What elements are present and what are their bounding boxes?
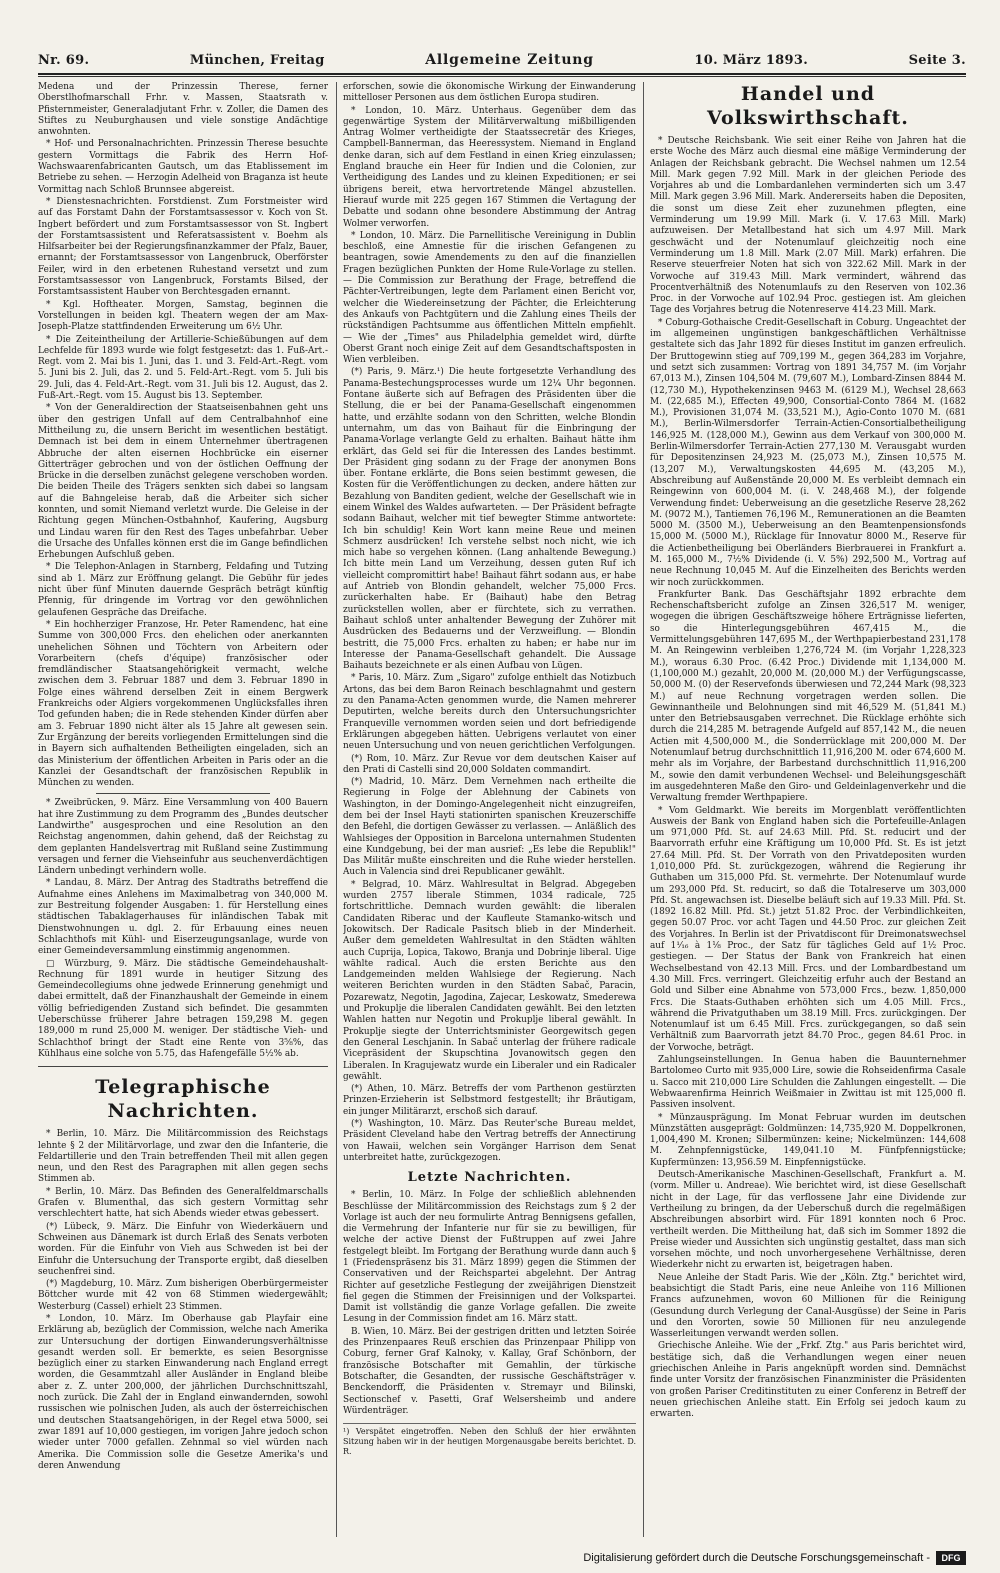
article-paragraph: (*) Athen, 10. März. Betreffs der vom Parthenon gestürzten Prinzen-Erzieherin ist Selbstmord festgestellt; ihr Bräutigam, ein junger Militärarzt, erschoß sich darauf. [343, 1084, 636, 1117]
article-paragraph: Medena und der Prinzessin Therese, ferner Oberstlhofmarschall Frhr. v. Massen, Staatsrath v. Pfisternmeister, Generaladjutant Frhr. v. Zoller, die Damen des Stiftes zu Neuburghausen und viele sonstige Andächtige anwohnten. [38, 82, 328, 138]
masthead-rule [38, 73, 966, 75]
dfg-logo-icon: DFG [936, 1551, 966, 1565]
article-paragraph: (*) Magdeburg, 10. März. Zum bisherigen Oberbürgermeister Böttcher wurde mit 42 von 68 Stimmen wiedergewählt; Westerburg (Cassel) erhielt 23 Stimmen. [38, 1279, 328, 1312]
article-paragraph: B. Wien, 10. März. Bei der gestrigen dritten und letzten Soirée des Prinzenpaares Reuß erschien das Prinzenpaar Philipp von Coburg, ferner Graf Kalnoky, v. Kallay, Graf Schönborn, der französische Botschafter mit Gemahlin, der türkische Botschafter, die Gesandten, der russische Geschäftsträger v. Benckendorff, die Präsidenten v. Stremayr und Bilinski, Sectionschef v. Pasetti, Graf Welsersheimb und andere Würdenträger. [343, 1326, 636, 1416]
article-paragraph: □ Würzburg, 9. März. Die städtische Gemeindehaushalt-Rechnung für 1891 wurde in heutiger Sitzung des Gemeindecollegiums ohne jedwede Erinnerung genehmigt und dabei ermittelt, daß der Finanzhaushalt der Gemeinde in einem völlig befriedigenden Zustand sich befindet. Die gesammten Ueberschüsse früherer Jahre betragen 159,298 M. gegen 189,000 m rund 25,000 M. weniger. Der städtische Vieh- und Schlachthof bringt der Stadt eine Rente von 3⅝%, das Kühlhaus eine solche von 5.75, das Hafengefälle 5½% ab. [38, 958, 328, 1059]
section-heading-telegraphic: Telegraphische Nachrichten. [95, 1076, 271, 1123]
article-paragraph: Griechische Anleihe. Wie der „Frkf. Ztg." aus Paris berichtet wird, bestätige sich, daß die Verhandlungen wegen einer neuen griechischen Anleihe in Paris angeknüpft worden sind. Demnächst finde unter Vorsitz der französischen Finanzminister die Präsidenten von großen Pariser Creditinstituten zu einer Conferenz in Betreff der neuen griechischen Anleihe statt. Ein Erfolg sei jedoch kaum zu erwarten. [650, 1341, 966, 1420]
article-paragraph: * Zweibrücken, 9. März. Eine Versammlung von 400 Bauern hat ihre Zustimmung zu dem Programm des „Bundes deutscher Landwirthe" ausgesprochen und eine Resolution an den Reichstag angenommen, dahin gehend, daß der Reichstag zu dem geplanten Handelsvertrag mit Rußland seine Zustimmung versagen und ferner die Viehseinfuhr aus seuchenverdächtigen Ländern unbedingt verhindern wolle. [38, 798, 328, 877]
article-paragraph: * London, 10. März. Im Oberhause gab Playfair eine Erklärung ab, bezüglich der Commission, welche nach Amerika zur Untersuchung der dortigen Einwanderungsverhältnisse gesandt werden soll. Er bemerkte, es seien Besorgnisse bezüglich einer zu starken Einwanderung nach England erregt worden, die Gesammtzahl aller Ausländer in England bleibe aber z. Z. unter 200,000, der jährlichen Durchschnittszahl, noch zurück. Die Zahl der in England einwandernden, sowohl russischen wie polnischen Juden, als auch der österreichischen und deutschen Staatsangehörigen, in der Regel etwa 5000, sei zwar 1891 auf 10,000 gestiegen, im vorigen Jahre jedoch schon wieder unter 7000 gefallen. Zehnmal so viel würden nach Amerika. Die Commission solle die Gesetze Amerika's und deren Anwendung [38, 1313, 328, 1471]
credit-text: Digitalisierung gefördert durch die Deutsche Forschungsgemeinschaft - [583, 1552, 930, 1564]
article-paragraph: * Von der Generaldirection der Staatseisenbahnen geht uns über den gestrigen Unfall auf dem Centralbahnhof eine Mittheilung zu, die unsern Bericht im wesentlichen bestätigt. Demnach ist bei dem in einem Unternehmer übertragenen Abbruche der alten eisernen Hochbrücke ein eiserner Gitterträger gebrochen und von der östlichen Oeffnung der Brücke in die derselben zunächst gelegene verschoben worden. Die beiden Theile des Trägers senkten sich dabei so langsam auf die Bahngeleise herab, daß die Arbeiter sich sicher konnten, und somit Niemand verletzt wurde. Die Geleise in der Richtung gegen München-Ostbahnhof, Kaufering, Augsburg und Lindau waren für den Rest des Tages unbefahrbar. Ueber die Ursache des Unfalles können erst die im Gange befindlichen Erhebungen Aufschluß geben. [38, 403, 328, 561]
article-paragraph: * Kgl. Hoftheater. Morgen, Samstag, beginnen die Vorstellungen in beiden kgl. Theatern wegen der am Max-Joseph-Platze stattfindenden Erweiterung um 6½ Uhr. [38, 299, 328, 333]
article-paragraph: erforschen, sowie die ökonomische Wirkung der Einwanderung mittelloser Personen aus dem östlichen Europa studiren. [343, 82, 636, 104]
article-paragraph: Frankfurter Bank. Das Geschäftsjahr 1892 erbrachte dem Rechenschaftsbericht zufolge an Zinsen 326,517 M. weniger, wogegen die übrigen Geschäftszweige höhere Erträgnisse lieferten, so die Hinterlegungsgebühren 467,415 M., die Vermittelungsgebühren 147,695 M., der Werthpapierbestand 231,178 M. An Reingewinn verbleiben 1,276,724 M. (im Vorjahr 1,228,323 M.), woraus 6.30 Proc. (6.42 Proc.) Dividende mit 1,134,000 M. (1,100,000 M.) gezahlt, 20,000 M. (20,000 M.) der Verfügungscasse, 50,000 M. (0) der Reservefonds überwiesen und 72,244 Mark (98,323 M.) auf neue Rechnung vorgetragen werden sollen. Die Gewinnantheile und Belohnungen sind mit 46,529 M. (51,841 M.) unter den Betriebsausgaben verrechnet. Die Rücklage erhöhte sich durch die 214,285 M. betragende Aufgeld auf 857,142 M., die neuen Actien mit 4,500,000 M., die Sonderrücklage mit 200,000 M. Der Notenumlauf betrug durchschnittlich 11,916,200 M. oder 674,600 M. mehr als im Vorjahre, der Barbestand durchschnittlich 11,916,200 M., sowie den damit verbundenen Wechsel- und Beleihungsgeschäft im ausgedehnteren Maße den Giro- und Geldeinlagenverkehr und die Verwaltung fremder Werthpapiere. [650, 589, 966, 804]
section-heading-latest: Letzte Nachrichten. [407, 1170, 572, 1186]
article-paragraph: * Deutsche Reichsbank. Wie seit einer Reihe von Jahren hat die erste Woche des März auch diesmal eine mäßige Verminderung der Anlagen der Reichsbank gebracht. Die Wechsel nahmen um 12.54 Mill. Mark gegen 7.92 Mill. Mark in der gleichen Periode des Vorjahres ab und die Lombardanlehen verminderten sich um 3.47 Mill. Mark gegen 3.96 Mill. Mark. Andererseits haben die Depositen, die sonst um diese Zeit eher zuzunehmen pflegten, eine Verminderung um 19.99 Mill. Mark (i. V. 17.63 Mill. Mark) aufzuweisen. Der Metallbestand hat sich um 4.97 Mill. Mark geschwächt und der Notenumlauf gleichzeitig noch eine Verminderung um 1.8 Mill. Mark (2.07 Mill. Mark) erfahren. Die Reserve steuerfreier Noten hat sich von 322.62 Mill. Mark in der Vorwoche auf 319.43 Mill. Mark vermindert, während das Procentverhältniß des Notenumlaufs zu den Reserven von 102.36 Proc. in der Vorwoche auf 102.94 Proc. gestiegen ist. Am gleichen Tage des Vorjahres betrug die Notenreserve 414.23 Mill. Mark. [650, 136, 966, 316]
article-paragraph: * Berlin, 10. März. Die Militärcommission des Reichstags lehnte § 2 der Militärvorlage, und zwar den die Infanterie, die Feldartillerie und den Train betreffenden Theil mit allen gegen neun, und den Rest des Paragraphen mit allen gegen sechs Stimmen ab. [38, 1129, 328, 1185]
column-1 [38, 82, 328, 1543]
article-paragraph: * Hof- und Personalnachrichten. Prinzessin Therese besuchte gestern Vormittags die Fabrik des Herrn Hof-Wachswaarenfabricanten Gautsch, um das Etablissement im Betriebe zu sehen. — Herzogin Adelheid von Braganza ist heute Vormittag nach Schloß Brunnsee abgereist. [38, 139, 328, 195]
article-paragraph: * Belgrad, 10. März. Wahlresultat in Belgrad. Abgegeben wurden 2757 liberale Stimmen, 1034 radicale, 725 fortschrittliche. Demnach wurden gewählt: die liberalen Candidaten Riberac und der Kaufleute Stamanko-witsch und Jokowitsch. Der Radicale Pasitsch blieb in der Minderheit. Außer dem gemeldeten Wahlresultat in den Städten wählten auch Cuprija, Lopica, Takowo, Branja und Dobrinje liberal. Uige wählte radical. Auch die ersten Berichte aus den Landgemeinden melden Wahlsiege der Regierung. Nach weiteren Berichten wurden in den Städten Sabač, Paracin, Pozarewatz, Negotin, Jagodina, Zajecar, Leskowatz, Smederewa und Prokuplje die liberalen Candidaten gewählt. Bei den letzten Wahlen hatten nur Negotin und Prokuplje liberal gewählt. In Prokuplje siegte der Unterrichtsminister Georgewitsch gegen den General Leschjanin. In Sabač unterlag der frühere radicale Vicepräsident der Skupschtina Jovanowitsch gegen den Liberalen. In Kragujewatz wurde ein Liberaler und ein Radicaler gewählt. [343, 879, 636, 1082]
column-divider [336, 82, 337, 1537]
article-paragraph: (*) Washington, 10. März. Das Reuter'sche Bureau meldet, Präsident Cleveland habe den Vertrag betreffs der Annectirung von Hawaii, welchen sein Vorgänger Harrison dem Senat unterbreitet hatte, zurückgezogen. [343, 1119, 636, 1163]
column-3 [650, 82, 966, 1543]
article-paragraph: Zahlungseinstellungen. In Genua haben die Bauunternehmer Bartolomeo Curto mit 935,000 Lire, sowie die Rohseidenfirma Casale u. Sacco mit 210,000 Lire Schulden die Zahlungen eingestellt. — Die Webwaarenfirma Heinrich Weißmaier in Zwittau ist mit 125,000 fl. Passiven insolvent. [650, 1055, 966, 1111]
newspaper-title: Allgemeine Zeitung [425, 52, 594, 68]
article-paragraph: (*) Madrid, 10. März. Dem Vernehmen nach ertheilte die Regierung in Folge der Ablehnung der Cabinets von Washington, in der Domingo-Angelegenheit nicht einzugreifen, dem bei der Insel Hayti stationirten spanischen Kreuzerschiffe den Befehl, die dortigen Gewässer zu verlassen. — Anläßlich des Wahlsieges der Opposition in Barcelona unternahmen Studenten eine Kundgebung, bei der man ausrief: „Es lebe die Republik!" Das Militär mußte einschreiten und die Ruhe wieder herstellen. Auch in Valencia sind drei Republicaner gewählt. [343, 777, 636, 878]
issue-date: 10. März 1893. [694, 53, 809, 68]
article-paragraph: * Die Telephon-Anlagen in Starnberg, Feldafing und Tutzing sind ab 1. März zur Eröffnung gelangt. Die Gebühr für jedes nicht über fünf Minuten dauernde Gespräch beträgt künftig Pfennig, für dringende im Vortrag vor den gewöhnlichen gelaufenen Gespräche das Dreifache. [38, 562, 328, 618]
article-paragraph: * London, 10. März. Unterhaus. Gegenüber dem das gegenwärtige System der Militärverwaltung mißbilligenden Antrag Wolmer vertheidigte der Staatssecretär des Krieges, Campbell-Bannerman, das Heeressystem. Niemand in England denke daran, sich auf dem Festland in einen Krieg einzulassen; England brauche ein Heer für Indien und die Colonien, zur Vertheidigung des Landes und zu kleinen Expeditionen; er sei übrigens bereit, etwa hervortretende Mängel abzustellen. Hierauf wurde mit 225 gegen 167 Stimmen die Vertagung der Debatte und sodann ohne besondere Abstimmung der Antrag Wolmer verworfen. [343, 105, 636, 229]
article-paragraph: * Münzausprägung. Im Monat Februar wurden im deutschen Münzstätten ausgeprägt: Goldmünzen: 14,735,920 M. Doppelkronen, 1,004,490 M. Kronen; Silbermünzen: keine; Nickelmünzen: 144,608 M. Zehnpfennigstücke, 149,041.10 M. Fünfpfennigstücke; Kupfermünzen: 13,956.59 M. Einpfennigstücke. [650, 1112, 966, 1168]
article-paragraph: * Berlin, 10. März. In Folge der schließlich ablehnenden Beschlüsse der Militärcommission des Reichstags zum § 2 der Vorlage ist auch der neu formulirte Antrag Bennigsens gefallen, die Vermehrung der Infanterie nur für sie zu bewilligen, für welche der active Dienst der Fußtruppen auf zwei Jahre festgelegt bleibt. Im Fortgang der Berathung wurde dann auch § 1 (Friedenspräsenz bis 31. März 1899) gegen die Stimmen der Conservativen und der Reichspartei abgelehnt. Der Antrag Richter auf gesetzliche Festlegung der zweijährigen Dienstzeit fiel gegen die Stimmen der Freisinnigen und der Volkspartei. Damit ist vollständig die ganze Vorlage gefallen. Die zweite Lesung in der Commission findet am 16. März statt. [343, 1190, 636, 1325]
section-divider [38, 1066, 328, 1067]
footnote: ¹) Verspätet eingetroffen. Neben den Schluß der hier erwähnten Sitzung haben wir in der heutigen Morgenausgabe bereits berichtet. D. R. [343, 1423, 636, 1457]
column-divider [643, 82, 644, 1537]
article-paragraph: (*) Paris, 9. März.¹) Die heute fortgesetzte Verhandlung des Panama-Bestechungsprocesses wurde um 12¼ Uhr begonnen. Fontane äußerte sich auf Befragen des Präsidenten über die Stellung, die er bei der Panama-Gesellschaft eingenommen hatte, und erzählte sodann von den Schritten, welche Blondin unternahm, um das von Baihaut für die Einbringung der Panama-Vorlage verlangte Geld zu erhalten. Baihaut hätte ihm erklärt, das Geld sei für die Interessen des Landes bestimmt. Der Präsident ging sodann zu der Frage der anonymen Bons über. Fontane erklärte, die Bons seien bestimmt gewesen, die Kosten für die Veröffentlichungen zu decken, andere hätten zur Bezahlung von Banditen gedient, welche der Gesellschaft wie in einem Winkel des Waldes aufwarteten. — Der Präsident befragte sodann Baihaut, welcher mit tief bewegter Stimme antwortete: Ich bin schuldig! Kein Wort kann meine Reue und meinen Schmerz ausdrücken! Ich verstehe selbst noch nicht, wie ich mich habe so vergehen können. (Lang anhaltende Bewegung.) Ich bitte mein Land um Verzeihung, dessen guten Ruf ich vielleicht compromittirt habe! Baihaut fährt sodann aus, er habe auf Antrieb von Blondin gehandelt, welcher 75,000 Frcs. zurückerhalten habe. Er (Baihaut) habe den Betrag zurückstellen wollen, aber er fürchtete, sich zu verrathen. Baihaut schloß unter anhaltender Bewegung der Zuhörer mit Ausdrücken des Bedauerns und der Verzweiflung. — Blondin bestritt, die 75,000 Frcs. erhalten zu haben; er habe nur im Interesse der Panama-Gesellschaft gehandelt. Die Aussage Baihauts bezeichnete er als einen Aufbau von Lügen. [343, 367, 636, 672]
article-paragraph: * Dienstesnachrichten. Forstdienst. Zum Forstmeister wird auf das Forstamt Dahn der Forstamtsassessor v. Koch von St. Ingbert befördert und zum Forstamtsassessor von St. Ingbert der Forstamtsassistent und Referatsassistent v. Boehm als Hilfsarbeiter bei der Regierungsfinanzkammer der Pfalz, Bauer, ernannt; der Forstamtsassessor von Langenbruck, Oberförster Feiler, wird in den erbetenen Ruhestand versetzt und zum Forstamtsassessor von Langenbruck, Forstamts Bilsed, der Forstamtsassistent Hauber von Berchtesgaden ernannt. [38, 196, 328, 298]
article-paragraph: Neue Anleihe der Stadt Paris. Wie der „Köln. Ztg." berichtet wird, beabsichtigt die Stadt Paris, eine neue Anleihe von 116 Millionen Francs aufzunehmen, wovon 60 Millionen für die Reinigung (Gesundung durch Verlegung der Canal-Ausgüsse) der Seine in Paris und den Vororten, sowie 50 Millionen für neu anzulegende Wasserleitungen verwandt werden sollen. [650, 1272, 966, 1340]
issue-number: Nr. 69. [38, 53, 90, 68]
article-paragraph: * Vom Geldmarkt. Wie bereits im Morgenblatt veröffentlichten Ausweis der Bank von England haben sich die Portefeuille-Anlagen um 971,000 Pfd. St. auf 24.63 Mill. Pfd. St. reducirt und der Baarvorrath erfuhr eine Kräftigung um 10,000 Pfd. St. Es ist jetzt 27.64 Mill. Pfd. St. Der Vorrath von den Privatdepositen wurden 1,010,000 Pfd. St. zurückgezogen, während die Regierung ihr Guthaben um 315,000 Pfd. St. vermehrte. Der Notenumlauf wurde um 293,000 Pfd. St. reducirt, so daß die Totalreserve um 303,000 Pfd. St. angewachsen ist. Dieselbe beläuft sich auf 19.33 Mill. Pfd. St. (1892 16.82 Mill. Pfd. St.) jetzt 51.82 Proc. der Verbindlichkeiten, gegen 50.07 Proc. vor acht Tagen und 44.50 Proc. zur gleichen Zeit des Vorjahres. In Berlin ist der Privatdiscont für Dreimonatswechsel auf 1¹⁄₁₆ à 1⅛ Proc., der Satz für tägliches Geld auf 1½ Proc. gestiegen. — Der Status der Bank von Frankreich hat einen Wechselbestand von 42.13 Mill. Frcs. und der Lombardbestand um 4.30 Mill. Frcs. verringert. Gleichzeitig erfuhr auch der Bestand an Gold und Silber eine Abnahme von 573,000 Frcs., bezw. 1,850,000 Frcs. Die Staats-Guthaben erhöhten sich um 4.05 Mill. Frcs., während die Privatguthaben um 38.19 Mill. Frcs. zurückgingen. Der Notenumlauf ist um 6.45 Mill. Frcs. zurückgegangen, so daß sein Verhältniß zum Baarvorrath jetzt 84.70 Proc., gegen 84.61 Proc. in der Vorwoche, beträgt. [650, 805, 966, 1053]
page-number: Seite 3. [908, 53, 966, 68]
digitization-credit [583, 1549, 966, 1567]
column-2 [343, 82, 636, 1543]
section-heading-commerce: Handel und Volkswirthschaft. [707, 83, 909, 129]
place-day: München, Freitag [189, 53, 325, 68]
article-paragraph: (*) Lübeck, 9. März. Die Einfuhr von Wiederkäuern und Schweinen aus Dänemark ist durch Erlaß des Senats verboten worden. Für die Einfuhr von Vieh aus Schweden ist bei der Einfuhr die Untersuchung der Transporte ergibt, daß dieselben seuchenfrei sind. [38, 1221, 328, 1277]
article-paragraph: * Coburg-Gothaische Credit-Gesellschaft in Coburg. Ungeachtet der im allgemeinen ungünstigen bankgeschäftlichen Verhältnisse gestaltete sich das Jahr 1892 für dieses Institut im ganzen erfreulich. Der Bruttogewinn stieg auf 709,199 M., gegen 364,283 im Vorjahre, und setzt sich zusammen: Vortrag von 1891 34,757 M. (im Vorjahr 67,013 M.), Zinsen 104,504 M. (79,607 M.), Lombard-Zinsen 8844 M. (12,730 M.), Hypothekenzinsen 9463 M. (6129 M.), Wechsel 28,663 M. (22,685 M.), Effecten 49,900, Consortial-Conto 7864 M. (1682 M.), Provisionen 31,074 M. (33,521 M.), Agio-Conto 1070 M. (681 M.), Berlin-Wilmersdorfer Terrain-Actien-Consortialbetheiligung 146,925 M. (128,000 M.), Gewinn aus dem Verkauf von 300,000 M. Berlin-Wilmersdorfer Terrain-Actien 277,130 M. Verausgabt wurden für Depositenzinsen 24,923 M. (25,073 M.), Zinsen 10,575 M. (13,207 M.), Verwaltungskosten 44,695 M. (43,205 M.), Abschreibung auf Außenstände 20,000 M. Es verbleibt demnach ein Reingewinn von 600,004 M. (i. V. 248,468 M.), der folgende Verwendung findet: Ueberweisung an die gesetzliche Reserve 28,262 M. (9072 M.), Tantiemen 76,196 M., Remunerationen an die Beamten 5000 M. (3500 M.), Ueberweisung an den Beamtenpensionsfonds 15,000 M. (5000 M.), Rücklage für Innovatur 8000 M., Reserve für die Actienbetheiligung bei Oberländers Bierbrauerei in Frankfurt a. M. 165,000 M., 7½% Dividende (i. V. 5%) 292,500 M., Vortrag auf neue Rechnung 10,045 M. Auf die Einzelheiten des Berichts werden wir noch zurückkommen. [650, 317, 966, 588]
article-paragraph: * Paris, 10. März. Zum „Sigaro" zufolge enthielt das Notizbuch Artons, das bei dem Baron Reinach beschlagnahmt und gestern zu den Panama-Acten genommen wurde, die Namen mehrerer Deputirten, welche bereits durch den Untersuchungsrichter Franqueville vernommen worden seien und dort befriedigende Erklärungen abgegeben hätten. Uebrigens verlautet von einer neuen Untersuchung und von neuen gerichtlichen Verfolgungen. [343, 673, 636, 752]
article-paragraph: * Ein hochherziger Franzose, Hr. Peter Ramendenc, hat eine Summe von 300,000 Frcs. den ehelichen oder anerkannten unehelichen Söhnen und Töchtern von Arbeitern oder Vorarbeitern (chefs d'équipe) französischer oder fremdländischer Staatsangehörigkeit vermacht, welche zwischen dem 3. Februar 1887 und dem 3. Februar 1890 in Folge eines während derselben Zeit in einem Bergwerk Frankreichs oder Algiers vorgekommenen Unglücksfalles ihren Tod gefunden haben; die in Rede stehenden Kinder dürfen aber am 3. Februar 1890 nicht älter als 15 Jahre alt gewesen sein. Zur Ergänzung der bereits vorliegenden Ermittelungen sind die in Bayern sich aufhaltenden Betheiligten eingeladen, sich an das Ministerium der öffentlichen Arbeiten in Paris oder an die Kanzlei der Gesandtschaft der französischen Republik in München zu wenden. [38, 619, 328, 789]
section-divider [96, 793, 270, 794]
article-paragraph: * Die Zeiteintheilung der Artillerie-Schießübungen auf dem Lechfelde für 1893 wurde wie folgt festgesetzt: das 1. Fuß-Art.-Regt. vom 2. Mai bis 1. Juni, das 1. und 3. Feld-Art.-Regt. vom 5. Juni bis 2. Juli, das 2. und 5. Feld-Art.-Regt. vom 5. Juli bis 29. Juli, das 4. Feld-Art.-Regt. vom 31. Juli bis 12. August, das 2. Fuß-Art.-Regt. vom 15. August bis 13. September. [38, 334, 328, 402]
article-paragraph: (*) Rom, 10. März. Zur Revue vor dem deutschen Kaiser auf den Prati di Castelli sind 20,000 Soldaten commandirt. [343, 753, 636, 775]
article-paragraph: * Landau, 8. März. Der Antrag des Stadtraths betreffend die Aufnahme eines Anlehens im Maximalbetrag von 340,000 M. zur Bestreitung folgender Ausgaben: 1. für Herstellung eines städtischen Tabaklagerhauses für inländischen Tabak mit Dienstwohnungen u. dgl. 2. für Erbauung eines neuen Schlachthofs mit Kühl- und Eiserzeugungsanlage, wurde von einer Gemeindeversammlung einstimmig angenommen. [38, 878, 328, 957]
article-paragraph: Deutsch-Amerikanische Maschinen-Gesellschaft, Frankfurt a. M. (vorm. Miller u. Andreae). Wie berichtet wird, ist diese Gesellschaft nicht in der Lage, für das verflossene Jahr eine Dividende zur Vertheilung zu bringen, da der Ueberschuß durch die regelmäßigen Abschreibungen absorbirt wird. Für 1891 konnten noch 6 Proc. vertheilt werden. Die Mittheilung hat, daß sich im Sommer 1892 die Preise wieder und Aussichten sich ungünstig gestaltet, dass man sich vorsehen möchte, und noch unvorhergesehene Verhältnisse, deren Wiederkehr nicht zu erwarten ist, beigetragen haben. [650, 1170, 966, 1271]
article-paragraph: * Berlin, 10. März. Das Befinden des Generalfeldmarschalls Grafen v. Blumenthal, das sich gestern Vormittag sehr verschlechtert hatte, hat sich Abends wieder etwas gebessert. [38, 1186, 328, 1220]
masthead-rule-thin [38, 76, 966, 77]
article-paragraph: * London, 10. März. Die Parnellitische Vereinigung in Dublin beschloß, eine Amnestie für die irischen Gefangenen zu beantragen, sowie Amendements zu den auf die finanziellen Fragen bezüglichen Punkten der Home Rule-Vorlage zu stellen. — Die Commission zur Berathung der Frage, betreffend die Pächter-Vertreibungen, legte dem Parlament einen Bericht vor, welcher die Wiedereinsetzung der Pächter, die Erleichterung des Ankaufs von Pachtgütern und die Zahlung eines Theils der rückständigen Pachtsumme aus öffentlichen Mitteln empfiehlt. — Wie der „Times" aus Philadelphia gemeldet wird, dürfte Oberst Grant noch einige Zeit auf dem Gesandtschaftsposten in Wien verbleiben. [343, 230, 636, 366]
masthead [38, 52, 966, 72]
